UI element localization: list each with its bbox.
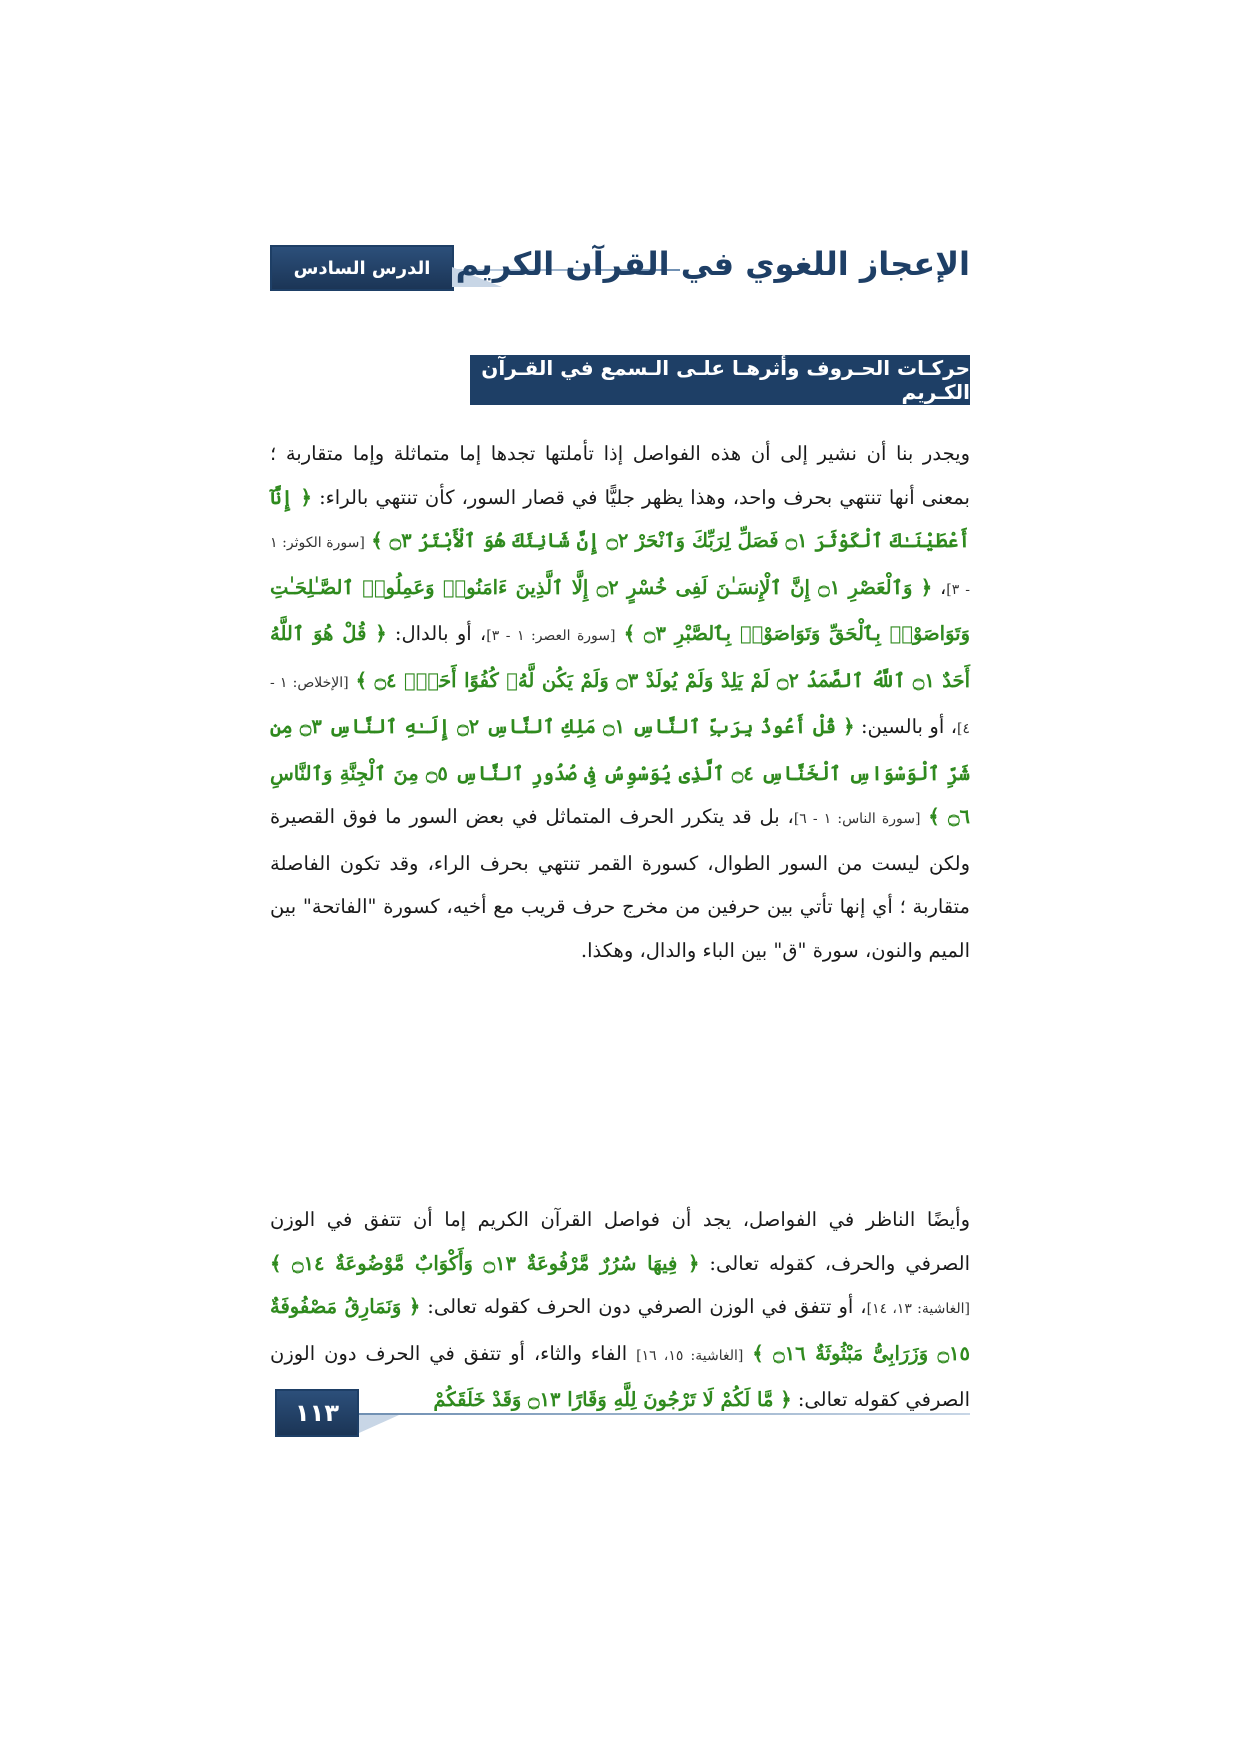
body-text: ، أو تتفق في الوزن الصرفي دون الحرف كقوله تعالى: (420, 1295, 867, 1318)
quran-verse: ﴿ وَٱلْعَصْرِ ۝١ إِنَّ ٱلْإِنسَـٰنَ لَفِى خُسْرٍ ۝٢ إِلَّا ٱلَّذِينَ ءَامَنُوا۟ وَعَمِلُوا۟ ٱلصَّـٰلِحَـٰتِ وَتَوَاصَوْا۟ بِٱلْحَقِّ وَتَوَاصَوْا۟ بِٱلصَّبْرِ ۝٣ ﴾ (270, 575, 970, 645)
page-header (270, 245, 970, 293)
page-number: ١١٣ (275, 1389, 359, 1437)
body-paragraph-2 (270, 1198, 970, 1422)
verse-reference: [الغاشية: ١٥، ١٦] (636, 1347, 744, 1364)
body-text: ، بل قد يتكرر الحرف المتماثل في بعض السور ما فوق القصيرة ولكن ليست من السور الطوال، كسورة القمر تنتهي بحرف الراء، وقد تكون الفاصلة متقاربة ؛ أي إنها تأتي بين حرفين من مخرج حرف قريب مع أخيه، كسورة "الفاتحة" بين الميم والنون، سورة "ق" بين الباء والدال، وهكذا. (270, 805, 970, 962)
body-text: ويجدر بنا أن نشير إلى أن هذه الفواصل إذا تأملتها تجدها إما متماثلة وإما متقاربة ؛ بمعنى أنها تنتهي بحرف واحد، وهذا يظهر جليًّا في قصار السور، كأن تنتهي بالراء: (270, 442, 970, 509)
verse-reference: [الإخلاص: ١ - ٤] (270, 674, 971, 737)
book-title: الإعجاز اللغوي في القرآن الكريم (455, 245, 970, 283)
footer-decoration (359, 1415, 399, 1433)
quran-verse: ﴿ قُلْ هُوَ ٱللَّهُ أَحَدٌ ۝١ ٱللَّهُ ٱلصَّمَدُ ۝٢ لَمْ يَلِدْ وَلَمْ يُولَدْ ۝٣ وَلَمْ يَكُن لَّهُۥ كُفُوًا أَحَدٌۢ ۝٤ ﴾ (270, 622, 971, 692)
footer-divider (359, 1413, 970, 1415)
verse-reference: [سورة الناس: ١ - ٦] (793, 811, 921, 827)
body-text: وأيضًا الناظر في الفواصل، يجد أن فواصل القرآن الكريم إما أن تتفق في الوزن الصرفي والحرف، كقوله تعالى: (270, 1208, 971, 1275)
body-text: ، أو بالسين: (854, 715, 958, 738)
body-text: الفاء والثاء، أو تتفق في الحرف دون الوزن الصرفي كقوله تعالى: (270, 1341, 970, 1411)
quran-verse: ﴿ مَّا لَكُمْ لَا تَرْجُونَ لِلَّهِ وَقَارًا ۝١٣ وَقَدْ خَلَقَكُمْ (433, 1388, 792, 1411)
quran-verse: ﴿ فِيهَا سُرُرٌ مَّرْفُوعَةٌ ۝١٣ وَأَكْوَابٌ مَّوْضُوعَةٌ ۝١٤ ﴾ (270, 1251, 700, 1275)
quran-verse: ﴿ وَنَمَارِقُ مَصْفُوفَةٌ ۝١٥ وَزَرَابِىُّ مَبْثُوثَةٌ ۝١٦ ﴾ (270, 1295, 970, 1365)
quran-verse: ﴿ إِنَّآ أَعْطَيْنَـٰكَ ٱلْكَوْثَرَ ۝١ فَصَلِّ لِرَبِّكَ وَٱنْحَرْ ۝٢ إِنَّ شَانِئَكَ هُوَ ٱلْأَبْتَرُ ۝٣ ﴾ (270, 485, 970, 552)
quran-verse: ﴿ قُلْ أَعُوذُ بِرَبِّ ٱلنَّاسِ ۝١ مَلِكِ ٱلنَّاسِ ۝٢ إِلَـٰهِ ٱلنَّاسِ ۝٣ مِن شَرِّ ٱلْوَسْوَاسِ ٱلْخَنَّاسِ ۝٤ ٱلَّذِى يُوَسْوِسُ فِى صُدُورِ ٱلنَّاسِ ۝٥ مِنَ ٱلْجِنَّةِ وَٱلنَّاسِ ۝٦ ﴾ (270, 715, 971, 828)
body-paragraph-1 (270, 432, 970, 972)
section-title: حركـات الحـروف وأثرهـا علـى الـسمع في القـرآن الكـريم (470, 355, 970, 405)
body-text: ، أو بالدال: (386, 622, 487, 645)
page-footer (275, 1389, 970, 1435)
lesson-label: الدرس السادس (270, 245, 454, 291)
verse-reference: [سورة العصر: ١ - ٣] (486, 628, 616, 644)
body-text: ، (932, 575, 947, 599)
verse-reference: [الغاشية: ١٣، ١٤] (866, 1301, 970, 1317)
verse-reference: [سورة الكوثر: ١ - ٣] (270, 535, 970, 598)
